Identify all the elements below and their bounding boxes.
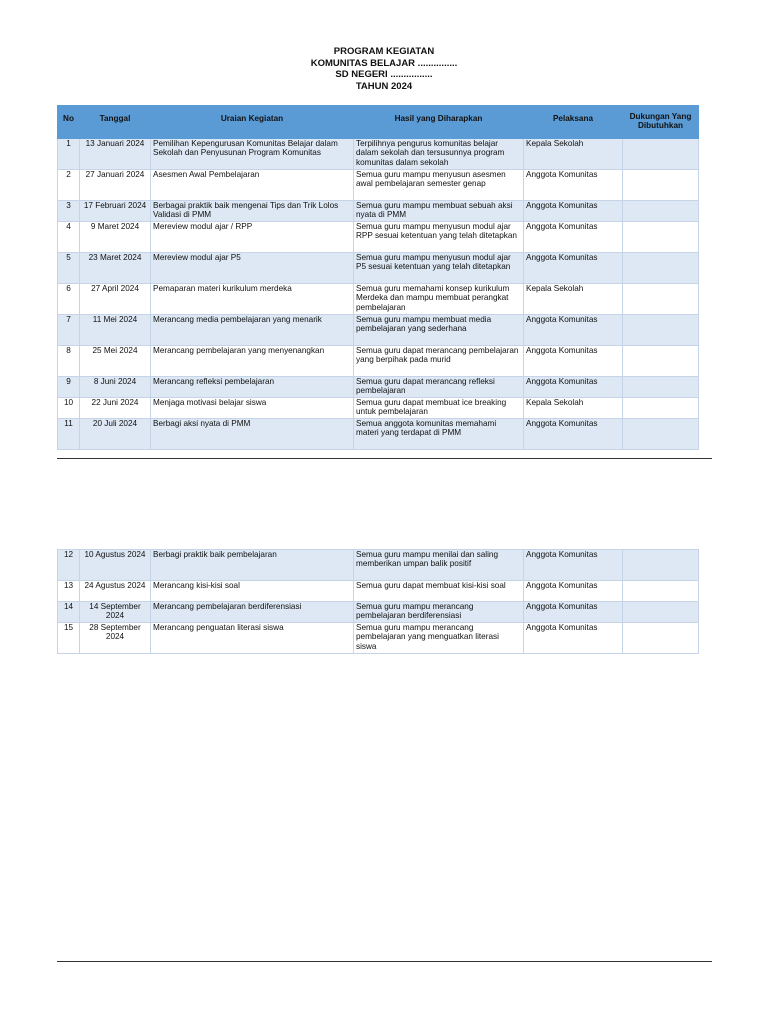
cell-dukungan	[623, 602, 699, 623]
cell-pelaksana: Anggota Komunitas	[524, 346, 623, 377]
program-table-page1	[57, 105, 699, 450]
cell-tanggal: 9 Maret 2024	[80, 222, 151, 253]
table-row	[58, 550, 699, 581]
cell-hasil: Semua guru dapat merancang pembelajaran yang berpihak pada murid	[354, 346, 524, 377]
cell-dukungan	[623, 550, 699, 581]
cell-uraian: Asesmen Awal Pembelajaran	[151, 170, 354, 201]
header-hasil: Hasil yang Diharapkan	[354, 106, 524, 139]
cell-dukungan	[623, 253, 699, 284]
cell-no: 4	[58, 222, 80, 253]
cell-tanggal: 27 April 2024	[80, 284, 151, 315]
page-bottom-rule	[57, 458, 712, 459]
cell-dukungan	[623, 315, 699, 346]
header-no: No	[58, 106, 80, 139]
cell-no: 13	[58, 581, 80, 602]
cell-dukungan	[623, 222, 699, 253]
document-title	[0, 46, 768, 92]
cell-pelaksana: Anggota Komunitas	[524, 222, 623, 253]
cell-tanggal: 22 Juni 2024	[80, 398, 151, 419]
table-row	[58, 623, 699, 654]
cell-uraian: Mereview modul ajar / RPP	[151, 222, 354, 253]
header-tanggal: Tanggal	[80, 106, 151, 139]
cell-tanggal: 28 September 2024	[80, 623, 151, 654]
cell-pelaksana: Kepala Sekolah	[524, 139, 623, 170]
cell-tanggal: 17 Februari 2024	[80, 201, 151, 222]
cell-pelaksana: Anggota Komunitas	[524, 602, 623, 623]
title-line-komunitas: KOMUNITAS BELAJAR ...............	[310, 57, 458, 69]
table-row	[58, 253, 699, 284]
header-pelaksana: Pelaksana	[524, 106, 623, 139]
cell-hasil: Semua guru mampu menyusun asesmen awal pembelajaran semester genap	[354, 170, 524, 201]
cell-uraian: Menjaga motivasi belajar siswa	[151, 398, 354, 419]
table-row	[58, 284, 699, 315]
cell-hasil: Semua guru mampu menyusun modul ajar RPP sesuai ketentuan yang telah ditetapkan	[354, 222, 524, 253]
cell-pelaksana: Anggota Komunitas	[524, 315, 623, 346]
cell-pelaksana: Kepala Sekolah	[524, 284, 623, 315]
cell-uraian: Merancang media pembelajaran yang menarik	[151, 315, 354, 346]
title-line-year: TAHUN 2024	[355, 80, 413, 92]
cell-pelaksana: Anggota Komunitas	[524, 253, 623, 284]
cell-pelaksana: Anggota Komunitas	[524, 170, 623, 201]
cell-uraian: Berbagi aksi nyata di PMM	[151, 419, 354, 450]
cell-tanggal: 24 Agustus 2024	[80, 581, 151, 602]
cell-pelaksana: Kepala Sekolah	[524, 398, 623, 419]
cell-uraian: Merancang pembelajaran yang menyenangkan	[151, 346, 354, 377]
cell-uraian: Merancang pembelajaran berdiferensiasi	[151, 602, 354, 623]
cell-uraian: Berbagai praktik baik mengenai Tips dan Trik Lolos Validasi di PMM	[151, 201, 354, 222]
cell-tanggal: 25 Mei 2024	[80, 346, 151, 377]
cell-hasil: Semua guru dapat membuat ice breaking untuk pembelajaran	[354, 398, 524, 419]
table-row	[58, 346, 699, 377]
cell-tanggal: 23 Maret 2024	[80, 253, 151, 284]
title-line-school: SD NEGERI ................	[335, 69, 433, 80]
table-row	[58, 201, 699, 222]
header-uraian: Uraian Kegiatan	[151, 106, 354, 139]
cell-hasil: Semua guru dapat merancang refleksi pembelajaran	[354, 377, 524, 398]
cell-uraian: Mereview modul ajar P5	[151, 253, 354, 284]
table-row	[58, 581, 699, 602]
cell-no: 3	[58, 201, 80, 222]
cell-dukungan	[623, 284, 699, 315]
cell-no: 6	[58, 284, 80, 315]
cell-hasil: Semua guru memahami konsep kurikulum Merdeka dan mampu membuat perangkat pembelajaran	[354, 284, 524, 315]
cell-tanggal: 11 Mei 2024	[80, 315, 151, 346]
cell-no: 5	[58, 253, 80, 284]
cell-uraian: Pemilihan Kepengurusan Komunitas Belajar dalam Sekolah dan Penyusunan Program Komunitas	[151, 139, 354, 170]
cell-pelaksana: Anggota Komunitas	[524, 201, 623, 222]
cell-pelaksana: Anggota Komunitas	[524, 550, 623, 581]
cell-no: 8	[58, 346, 80, 377]
cell-no: 15	[58, 623, 80, 654]
cell-hasil: Terpilihnya pengurus komunitas belajar dalam sekolah dan tersusunnya program komunitas dalam sekolah	[354, 139, 524, 170]
cell-uraian: Berbagi praktik baik pembelajaran	[151, 550, 354, 581]
cell-pelaksana: Anggota Komunitas	[524, 623, 623, 654]
cell-pelaksana: Anggota Komunitas	[524, 377, 623, 398]
cell-dukungan	[623, 419, 699, 450]
cell-no: 1	[58, 139, 80, 170]
cell-hasil: Semua guru mampu membuat sebuah aksi nyata di PMM	[354, 201, 524, 222]
cell-hasil: Semua guru dapat membuat kisi-kisi soal	[354, 581, 524, 602]
cell-hasil: Semua anggota komunitas memahami materi yang terdapat di PMM	[354, 419, 524, 450]
cell-pelaksana: Anggota Komunitas	[524, 419, 623, 450]
cell-pelaksana: Anggota Komunitas	[524, 581, 623, 602]
cell-tanggal: 20 Juli 2024	[80, 419, 151, 450]
cell-tanggal: 14 September 2024	[80, 602, 151, 623]
table-row	[58, 398, 699, 419]
program-table-page2	[57, 549, 699, 654]
cell-dukungan	[623, 377, 699, 398]
cell-hasil: Semua guru mampu menilai dan saling memberikan umpan balik positif	[354, 550, 524, 581]
cell-dukungan	[623, 623, 699, 654]
cell-tanggal: 8 Juni 2024	[80, 377, 151, 398]
cell-no: 11	[58, 419, 80, 450]
table-row	[58, 139, 699, 170]
cell-dukungan	[623, 398, 699, 419]
cell-no: 2	[58, 170, 80, 201]
table-row	[58, 315, 699, 346]
cell-dukungan	[623, 201, 699, 222]
cell-hasil: Semua guru mampu merancang pembelajaran yang menguatkan literasi siswa	[354, 623, 524, 654]
cell-hasil: Semua guru mampu menyusun modul ajar P5 sesuai ketentuan yang telah ditetapkan	[354, 253, 524, 284]
cell-no: 12	[58, 550, 80, 581]
header-dukungan: Dukungan Yang Dibutuhkan	[623, 106, 699, 139]
table-row	[58, 222, 699, 253]
cell-dukungan	[623, 139, 699, 170]
cell-no: 10	[58, 398, 80, 419]
cell-uraian: Merancang kisi-kisi soal	[151, 581, 354, 602]
cell-dukungan	[623, 346, 699, 377]
cell-no: 14	[58, 602, 80, 623]
page-bottom-rule-2	[57, 961, 712, 962]
cell-uraian: Pemaparan materi kurikulum merdeka	[151, 284, 354, 315]
cell-tanggal: 13 Januari 2024	[80, 139, 151, 170]
cell-uraian: Merancang refleksi pembelajaran	[151, 377, 354, 398]
title-line-program: PROGRAM KEGIATAN	[333, 46, 435, 57]
table-row	[58, 170, 699, 201]
cell-dukungan	[623, 170, 699, 201]
table-row	[58, 602, 699, 623]
cell-no: 7	[58, 315, 80, 346]
cell-tanggal: 10 Agustus 2024	[80, 550, 151, 581]
cell-tanggal: 27 Januari 2024	[80, 170, 151, 201]
cell-hasil: Semua guru mampu membuat media pembelajaran yang sederhana	[354, 315, 524, 346]
table-row	[58, 377, 699, 398]
cell-hasil: Semua guru mampu merancang pembelajaran berdiferensiasi	[354, 602, 524, 623]
cell-no: 9	[58, 377, 80, 398]
cell-dukungan	[623, 581, 699, 602]
cell-uraian: Merancang penguatan literasi siswa	[151, 623, 354, 654]
table-row	[58, 419, 699, 450]
